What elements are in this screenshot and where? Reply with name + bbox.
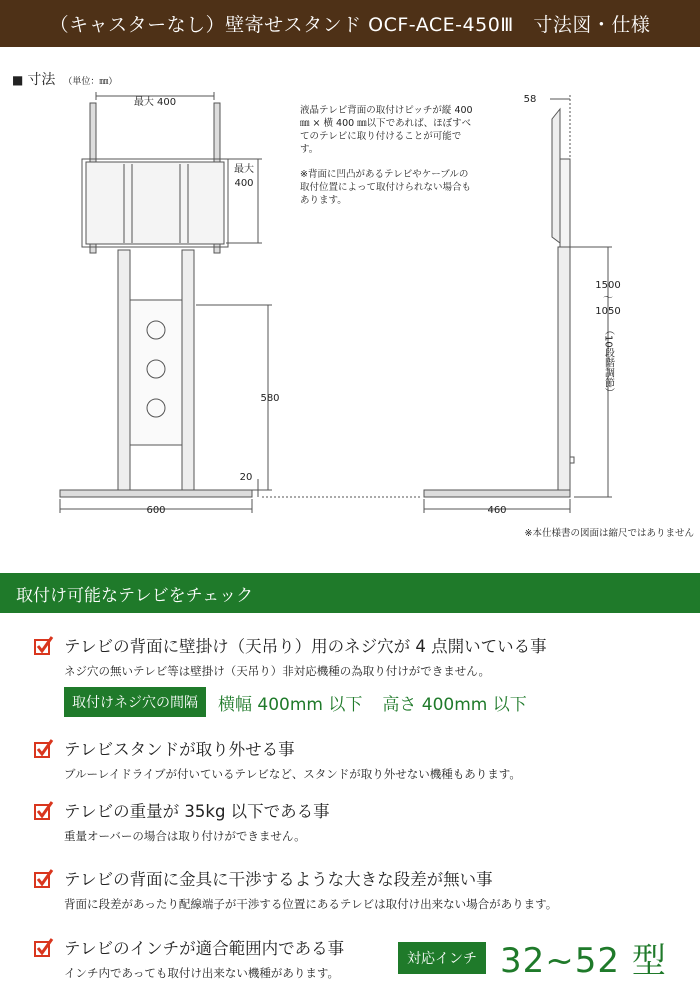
dimension-section <box>0 47 700 560</box>
mounting-note <box>300 104 475 219</box>
check-item-sub: インチ内であっても取付け出来ない機種があります。 <box>64 966 339 980</box>
check-item-sub: 重量オーバーの場合は取り付けができません。 <box>64 829 306 843</box>
check-item-weight <box>34 798 694 844</box>
dimension-unit: （単位：㎜） <box>63 77 118 87</box>
checkbox-checked-icon <box>34 635 54 655</box>
mounting-note-1: 液晶テレビ背面の取付けピッチが縦 400 ㎜ × 横 400 ㎜以下であれば、ほぼすべてのテレビに取り付けることが可能です。 <box>300 105 473 155</box>
inch-range-tag: 対応インチ <box>398 942 486 974</box>
label-side-depth: 58 <box>523 94 537 105</box>
check-item-sub: ブルーレイドライブが付いているテレビなど、スタンドが取り外せない機種もあります。 <box>64 767 521 781</box>
label-floor-gap: 20 <box>239 472 253 483</box>
label-max-height-1: 最大 <box>234 164 254 175</box>
checkbox-checked-icon <box>34 937 54 957</box>
dimension-heading-text: 寸法 <box>27 72 56 88</box>
check-item-title: テレビの背面に壁掛け（天吊り）用のネジ穴が 4 点開いている事 <box>64 637 547 656</box>
mounting-note-2: ※背面に凹凸があるテレビやケーブルの取付位置によって取付けられない場合もあります。 <box>300 169 472 206</box>
check-item-sub: 背面に段差があったり配線端子が干渉する位置にあるテレビは取付け出来ない場合があります。 <box>64 897 558 911</box>
check-header: 取付け可能なテレビをチェック <box>0 573 700 613</box>
label-height-note: （10段階調節） <box>602 325 614 398</box>
check-item-screw-holes <box>34 633 694 679</box>
screw-spacing-spec <box>64 687 527 717</box>
screw-spacing-width: 横幅 400mm 以下 <box>218 694 363 715</box>
check-item-no-step <box>34 866 694 912</box>
label-max-width: 最大 400 <box>133 97 177 108</box>
label-base-depth: 460 <box>487 505 507 516</box>
page-title: （キャスターなし）壁寄せスタンド OCF-ACE-450Ⅲ 寸法図・仕様 <box>0 0 700 47</box>
inch-range-value: 32~52 型 <box>500 941 667 981</box>
check-item-title: テレビのインチが適合範囲内である事 <box>64 939 345 958</box>
checkbox-checked-icon <box>34 738 54 758</box>
label-height-range: ～ <box>603 293 613 304</box>
scale-footnote: ※本仕様書の図面は縮尺ではありません <box>524 528 694 539</box>
screw-spacing-height: 高さ 400mm 以下 <box>382 694 527 715</box>
check-item-title: テレビの背面に金具に干渉するような大きな段差が無い事 <box>64 870 493 889</box>
checkbox-checked-icon <box>34 800 54 820</box>
label-height-min: 1050 <box>595 306 621 317</box>
screw-spacing-tag: 取付けネジ穴の間隔 <box>64 687 206 717</box>
square-bullet-icon: ■ <box>12 73 24 87</box>
check-item-sub: ネジ穴の無いテレビ等は壁掛け（天吊り）非対応機種の為取り付けができません。 <box>64 664 490 678</box>
checkbox-checked-icon <box>34 868 54 888</box>
check-item-title: テレビスタンドが取り外せる事 <box>64 740 295 759</box>
label-height-max: 1500 <box>595 280 621 291</box>
check-item-stand-removable <box>34 736 694 782</box>
check-item-title: テレビの重量が 35kg 以下である事 <box>64 802 330 821</box>
inch-range-block <box>398 933 667 982</box>
label-max-height-2: 400 <box>234 178 254 189</box>
label-shelf-height: 580 <box>260 393 280 404</box>
check-section <box>0 573 700 1000</box>
label-base-width: 600 <box>146 505 166 516</box>
